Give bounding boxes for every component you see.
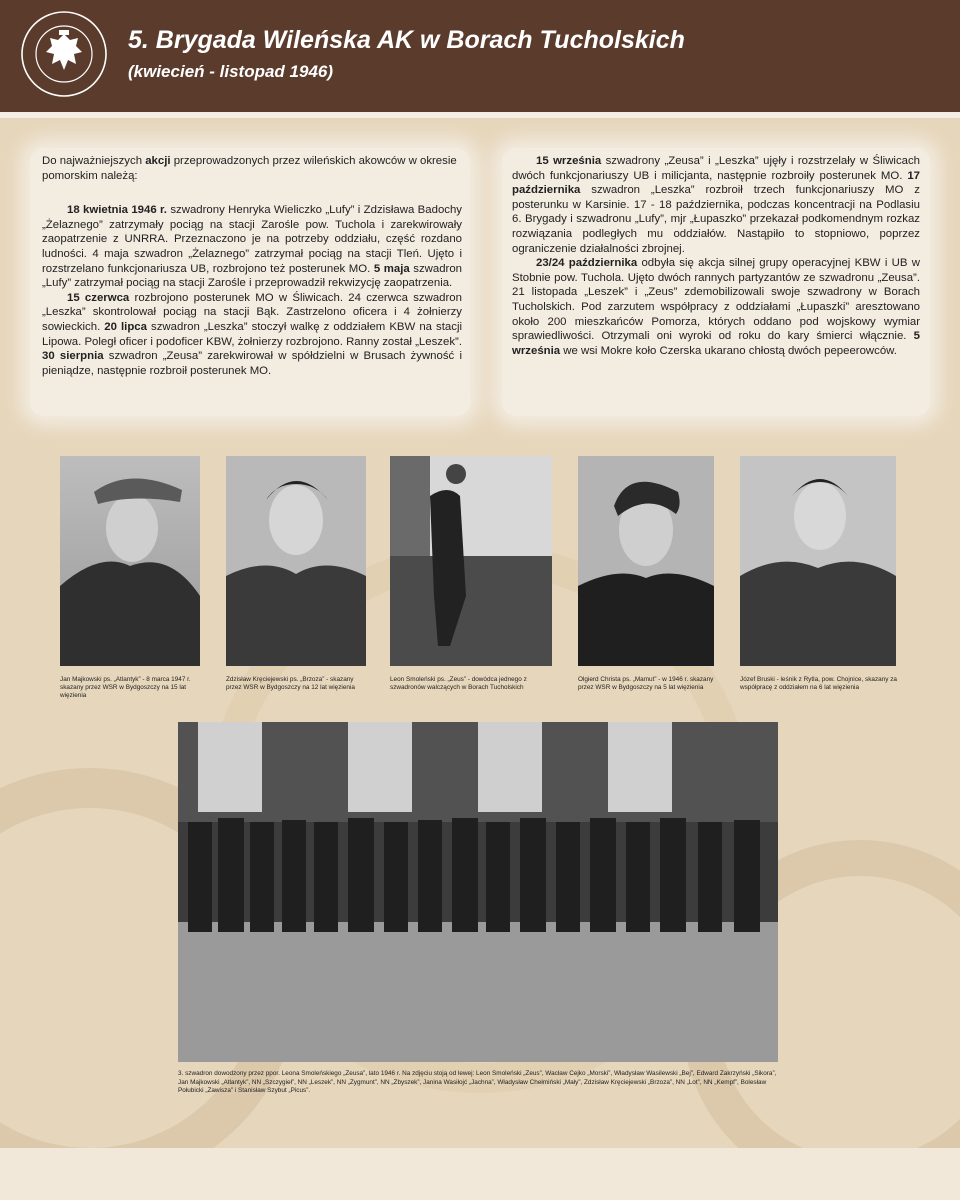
page-subtitle: (kwiecień - listopad 1946) [128,62,334,81]
portrait-majkowski [60,456,200,666]
caption-bruski: Józef Bruski - leśnik z Rytla, pow. Chojnice, skazany za współpracę z oddziałem na 6 lat więzienia [740,676,897,691]
events-april-may: 18 kwietnia 1946 r. szwadrony Henryka Wieliczko „Lufy” i Zdzisława Badochy „Żelaznego” zatrzymały pociąg na stacji Zarośle pow. Tuchola i zarekwirowały zaopatrzenie z UNRRA. Przeznaczono je na potrzeby oddziału, część rozdano ludności. 4 maja szwadron „Żelaznego” zatrzymał pociąg na stacji Tleń. Ujęto i rozstrzelano funkcjonariusza UB, rozbrojono też posterunek MO. 5 maja szwadron „Lufy” zatrzymał pociąg na stacji Zarośle i przeprowadził rekwizycję zaopatrzenia. [42,204,463,290]
caption-christa: Olgierd Christa ps. „Mamut” - w 1946 r. skazany przez WSR w Bydgoszczy na 5 lat więzienia [578,676,714,691]
events-september-october: 15 września szwadrony „Zeusa” i „Leszka” ujęły i rozstrzelały w Śliwicach dwóch funkcjonariuszy UB i milicjanta, następnie rozbroiły posterunek MO. 17 października szwadron „Leszka” rozbroił trzech funkcjonariuszy MO z posterunku w Karsinie. 17 - 18 października, podczas koncentracji na Podlasiu 6. Brygady i szwadronu „Lufy”, mjr „Łupaszko” przekazał podkomendnym rozkaz rozwiązania podległych mu oddziałów. Nastąpiło to stopniowo, poprzez ograniczenie działalności zbrojnej. [512,155,921,255]
caption-kreciejewski: Zdzisław Kręciejewski ps. „Brzoza” - skazany przez WSR w Bydgoszczy na 12 lat więzienia [226,676,355,691]
group-photo-caption: 3. szwadron dowodzony przez ppor. Leona Smoleńskiego „Zeusa”, lato 1946 r. Na zdjęciu stoją od lewej: Leon Smoleński „Zeus”, Wacław Cejko „Morski”, Władysław Wasilewski „Bej”, Edward Zakrzyński „Sikora”, Jan Majkowski „Atlantyk”, NN „Szczygieł”, NN „Leszek”, NN „Zygmunt”, NN „Zbyszek”, Janina Wasiłojć „Jachna”, Władysław Chełmiński „Mały”, Zdzisław Kręciejewski „Brzoza”, NN „Lot”, NN „Kempf”, Bolesław Połubicki „Zawisza” i Stanisław Szybut „Picus”. [178,1070,777,1094]
portrait-christa [578,456,714,666]
events-june-august: 15 czerwca rozbrojono posterunek MO w Śliwicach. 24 czerwca szwadron „Leszka” skontrolował pociąg na stacji Bąk. Zastrzelono oficera i 4 żołnierzy sowieckich. 20 lipca szwadron „Leszka” stoczył walkę z oddziałem KBW na stacji Lipowa. Poległ oficer i podoficer KBW, żołnierzy rozbrojono. Ranny został „Leszek”. 30 sierpnia szwadron „Zeusa” zarekwirował w spółdzielni w Brusach żywność i pieniądze, następnie rozbroił posterunek MO. [42,291,462,377]
group-photo [178,722,778,1062]
caption-smolenski: Leon Smoleński ps. „Zeus” - dowódca jednego z szwadronów walczących w Borach Tucholskich [390,676,527,691]
ipn-emblem-icon [20,10,108,98]
page-title: 5. Brygada Wileńska AK w Borach Tucholskich [128,26,685,54]
text-panel-left [30,148,470,416]
text-panel-right [502,148,930,416]
portrait-bruski [740,456,896,666]
portrait-smolenski [390,456,552,666]
intro-paragraph: Do najważniejszych akcji przeprowadzonych przez wileńskich akowców w okresie pomorskim należą: [42,155,457,182]
header-bar [0,0,960,118]
caption-majkowski: Jan Majkowski ps. „Atlantyk” - 8 marca 1947 r. skazany przez WSR w Bydgoszczy na 15 lat więzienia [60,676,191,699]
portrait-kreciejewski [226,456,366,666]
events-october-november: 23/24 października odbyła się akcja silnej grupy operacyjnej KBW i UB w Stobnie pow. Tuchola. Ujęto dwóch rannych partyzantów ze szwadronu „Zeusa”. 21 listopada „Leszek” i „Zeus” zdemobilizowali swoje szwadrony w Borach Tucholskich. Pod zarzutem współpracy z oddziałami „Łupaszki” aresztowano około 200 mieszkańców Pomorza, których oddano pod wojskowy wymiar sprawiedliwości. Otrzymali oni wyroki od roku do kary śmierci włącznie. 5 września we wsi Mokre koło Czerska ukarano chłostą dwóch pepeerowców. [512,257,920,357]
